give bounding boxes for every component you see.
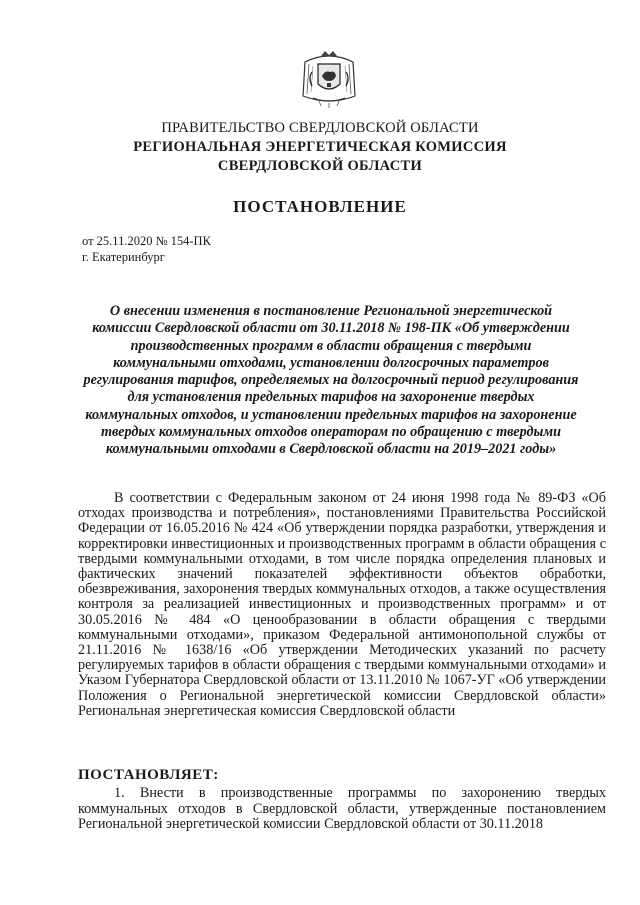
coat-of-arms-icon: [299, 48, 359, 110]
decree-word: ПОСТАНОВЛЯЕТ:: [78, 767, 219, 783]
city: г. Екатеринбург: [82, 250, 165, 264]
org-line-region: СВЕРДЛОВСКОЙ ОБЛАСТИ: [217, 158, 423, 174]
document-type-title: ПОСТАНОВЛЕНИЕ: [233, 197, 407, 216]
org-line-commission: РЕГИОНАЛЬНАЯ ЭНЕРГЕТИЧЕСКАЯ КОМИССИЯ: [133, 139, 507, 155]
date-number: от 25.11.2020 № 154-ПК: [82, 234, 211, 248]
preamble-paragraph: В соответствии с Федеральным законом от 24 июня 1998 года № 89-ФЗ «Об отходах производства и потребления», постановлениями Правительства Российской Федерации от 16.05.2016 № 424 «Об утверждении порядка разработки, утверждения и корректировки инвестиционных и производственных программ в области обращения с твердыми коммунальными отходами, в том числе порядка определения плановых и фактических значений показателей эффективности объектов обработки, обезвреживания, захоронения твердых коммунальных отходов, а также осуществления контроля за реализацией инвестиционных и производственных программ» и от 30.05.2016 № 484 «О ценообразовании в области обращения с твердыми коммунальными отходами», приказом Федеральной антимонопольной службы от 21.11.2016 № 1638/16 «Об утверждении Методических указаний по расчету регулируемых тарифов в области обращения с твердыми коммунальными отходами» и Указом Губернатора Свердловской области от 13.11.2010 № 1067-УГ «Об утверждении Положения о Региональной энергетической комиссии Свердловской области» Региональная энергетическая комиссия Свердловской области: [78, 490, 606, 719]
org-line-government: ПРАВИТЕЛЬСТВО СВЕРДЛОВСКОЙ ОБЛАСТИ: [161, 120, 479, 136]
point-1-paragraph: 1. Внести в производственные программы по захоронению твердых коммунальных отходов в Свердловской области, утвержденные постановлением Региональной энергетической комиссии Свердловской области от 30.11.2018: [78, 785, 606, 833]
document-subject: О внесении изменения в постановление Региональной энергетической комиссии Свердловской области от 30.11.2018 № 198-ПК «Об утверждении производственных программ в области обращения с твердыми коммунальными отходами, установлении долгосрочных параметров регулирования тарифов, определяемых на долгосрочный период регулирования для установления предельных тарифов на захоронение твердых коммунальных отходов, и установлении предельных тарифов на захоронение твердых коммунальных отходов операторам по обращению с твердыми коммунальными отходами в Свердловской области на 2019–2021 годы»: [83, 303, 579, 458]
